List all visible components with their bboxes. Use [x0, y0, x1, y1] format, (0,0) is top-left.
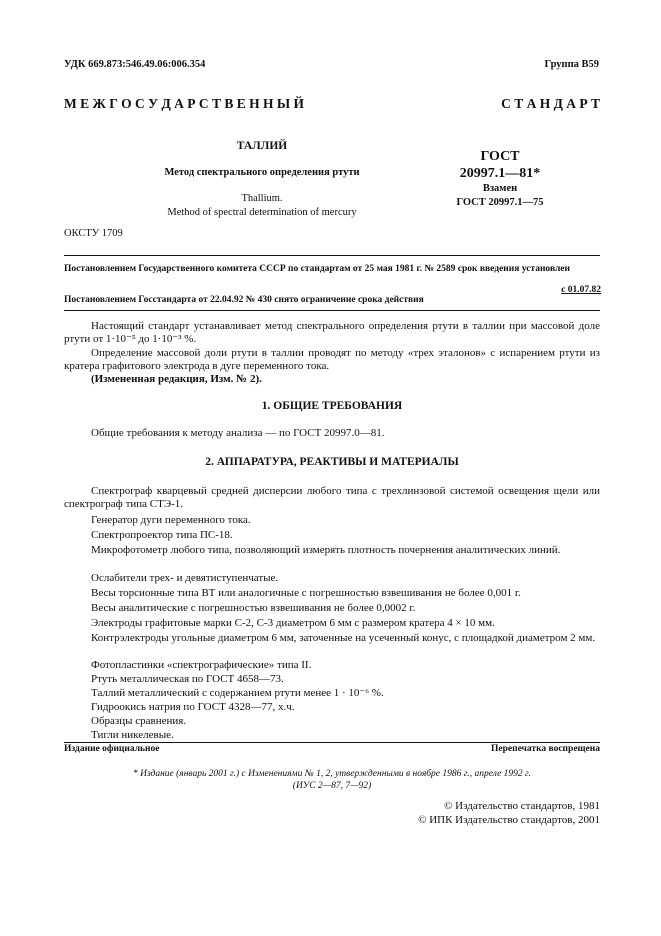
- reprint-prohibited-label: Перепечатка воспрещена: [490, 744, 600, 754]
- replaces-number: ГОСТ 20997.1—75: [456, 197, 544, 208]
- intro-paragraph-2: Определение массовой доли ртути в таллии проводят по методу «трех эталонов» с испарением ртути из кратера графитового электрода в дуге переменного тока.: [64, 347, 600, 372]
- section-1-heading: 1. ОБЩИЕ ТРЕБОВАНИЯ: [261, 400, 403, 412]
- equipment-graphite-electrodes: Электроды графитовые марки С-2, С-3 диаметром 6 мм с размером кратера 4 × 10 мм.: [91, 617, 495, 629]
- equipment-projector: Спектропроектор типа ПС-18.: [91, 529, 233, 541]
- resolution-second: Постановлением Госстандарта от 22.04.92 № 430 снято ограничение срока действия: [64, 295, 424, 305]
- equipment-microphotometer: Микрофотометр любого типа, позволяющий измерять плотность почернения аналитических линий.: [91, 544, 561, 556]
- resolution-divider: [64, 310, 600, 311]
- english-title: Thallium.: [241, 193, 283, 204]
- material-sodium-hydroxide: Гидроокись натрия по ГОСТ 4328—77, х.ч.: [91, 701, 295, 713]
- copyright-2001: © ИПК Издательство стандартов, 2001: [418, 814, 600, 826]
- equipment-counter-electrodes: Контрэлектроды угольные диаметром 6 мм, заточенные на усеченный конус, с площадкой диаметром 2 мм.: [91, 632, 596, 644]
- equipment-analytical-scales: Весы аналитические с погрешностью взвешивания не более 0,0002 г.: [91, 602, 416, 614]
- material-photoplates: Фотопластинки «спектрографические» типа II.: [91, 659, 312, 671]
- official-edition-label: Издание официальное: [64, 744, 160, 754]
- intro-paragraph-1: Настоящий стандарт устанавливает метод спектрального определения ртути в таллии при массовой доле ртути от 1·10⁻⁵ до 1·10⁻³ %.: [64, 320, 600, 345]
- okstu-code: ОКСТУ 1709: [64, 228, 123, 239]
- gost-number: 20997.1—81*: [459, 166, 541, 181]
- material-reference-samples: Образцы сравнения.: [91, 715, 187, 727]
- amendment-note: (Измененная редакция, Изм. № 2).: [91, 373, 262, 385]
- section-1-text: Общие требования к методу анализа — по ГОСТ 20997.0—81.: [91, 427, 385, 439]
- interstate-standard-banner: [64, 96, 600, 112]
- udk-code: УДК 669.873:546.49.06:006.354: [64, 59, 206, 70]
- resolution-first: Постановлением Государственного комитета СССР по стандартам от 25 мая 1981 г. № 2589 срок введения установлен: [64, 264, 570, 274]
- banner-left: М Е Ж Г О С У Д А Р С Т В Е Н Н Ы Й: [64, 96, 305, 111]
- effective-date: с 01.07.82: [561, 285, 601, 295]
- group-code: Группа В59: [544, 59, 599, 70]
- material-thallium: Таллий металлический с содержанием ртути менее 1 · 10⁻⁶ %.: [91, 687, 384, 699]
- edition-footnote-line-2: (ИУС 2—87, 7—92): [292, 781, 372, 791]
- gost-label: ГОСТ: [480, 149, 520, 164]
- top-divider: [64, 255, 600, 256]
- footer-divider: [64, 742, 600, 743]
- edition-footnote: [64, 768, 600, 792]
- material-nickel-crucibles: Тигли никелевые.: [91, 729, 174, 741]
- standard-subtitle: Метод спектрального определения ртути: [164, 167, 360, 178]
- gost-designation: [430, 148, 570, 210]
- banner-right: С Т А Н Д А Р Т: [501, 96, 600, 111]
- copyright-1981: © Издательство стандартов, 1981: [444, 800, 600, 812]
- material-mercury: Ртуть металлическая по ГОСТ 4658—73.: [91, 673, 284, 685]
- section-2-heading: 2. АППАРАТУРА, РЕАКТИВЫ И МАТЕРИАЛЫ: [205, 456, 459, 468]
- equipment-torsion-scales: Весы торсионные типа ВТ или аналогичные с погрешностью взвешивания не более 0,001 г.: [91, 587, 521, 599]
- equipment-generator: Генератор дуги переменного тока.: [91, 514, 251, 526]
- english-title-block: [62, 192, 462, 220]
- edition-footnote-line-1: * Издание (январь 2001 г.) с Изменениями № 1, 2, утвержденными в ноябре 1986 г., апреле 1992 г.: [132, 769, 532, 779]
- equipment-attenuators: Ослабители трех- и девятиступенчатые.: [91, 572, 279, 584]
- equipment-spectrograph: Спектрограф кварцевый средней дисперсии любого типа с трехлинзовой системой освещения щели или спектрограф типа СТЭ-1.: [64, 485, 600, 510]
- standard-title: ТАЛЛИЙ: [236, 140, 288, 152]
- english-subtitle: Method of spectral determination of mercury: [167, 207, 357, 218]
- replaces-label: Взамен: [482, 183, 518, 194]
